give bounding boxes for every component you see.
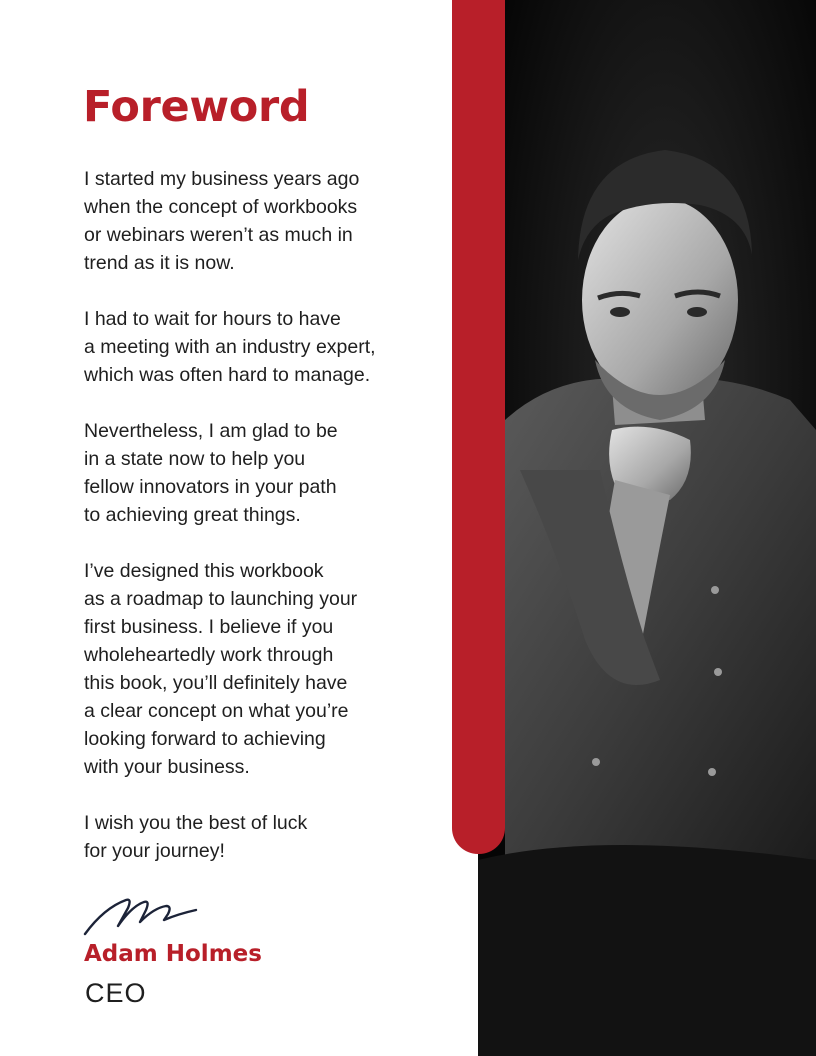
text-line: trend as it is now. [84, 252, 235, 274]
text-line: this book, you’ll definitely have [84, 672, 348, 694]
text-line: I had to wait for hours to have [84, 308, 341, 330]
accent-bar [452, 0, 505, 854]
text-line: looking forward to achieving [84, 728, 326, 750]
text-line: a meeting with an industry expert, [84, 336, 376, 358]
text-line: I wish you the best of luck [84, 812, 308, 834]
text-line: I started my business years ago [84, 168, 360, 190]
text-line: when the concept of workbooks [84, 196, 358, 218]
text-line: wholeheartedly work through [84, 644, 334, 666]
signature-icon [82, 888, 200, 940]
paragraph [84, 165, 434, 277]
paragraph [84, 557, 434, 781]
text-line: first business. I believe if you [84, 616, 334, 638]
text-line: a clear concept on what you’re [84, 700, 349, 722]
text-line: or webinars weren’t as much in [84, 224, 353, 246]
text-line: with your business. [84, 756, 250, 778]
author-name: Adam Holmes [84, 941, 262, 967]
text-line: which was often hard to manage. [84, 364, 371, 386]
portrait-photo [478, 0, 816, 1056]
paragraph [84, 305, 434, 389]
foreword-body [84, 165, 434, 893]
author-role: CEO [85, 978, 147, 1008]
text-line: for your journey! [84, 840, 225, 862]
text-line: fellow innovators in your path [84, 476, 337, 498]
text-line: Nevertheless, I am glad to be [84, 420, 338, 442]
text-line: I’ve designed this workbook [84, 560, 324, 582]
page-title: Foreword [83, 82, 310, 132]
text-line: to achieving great things. [84, 504, 301, 526]
paragraph [84, 417, 434, 529]
text-line: in a state now to help you [84, 448, 306, 470]
text-line: as a roadmap to launching your [84, 588, 358, 610]
paragraph [84, 809, 434, 865]
portrait-illustration [478, 0, 816, 1056]
